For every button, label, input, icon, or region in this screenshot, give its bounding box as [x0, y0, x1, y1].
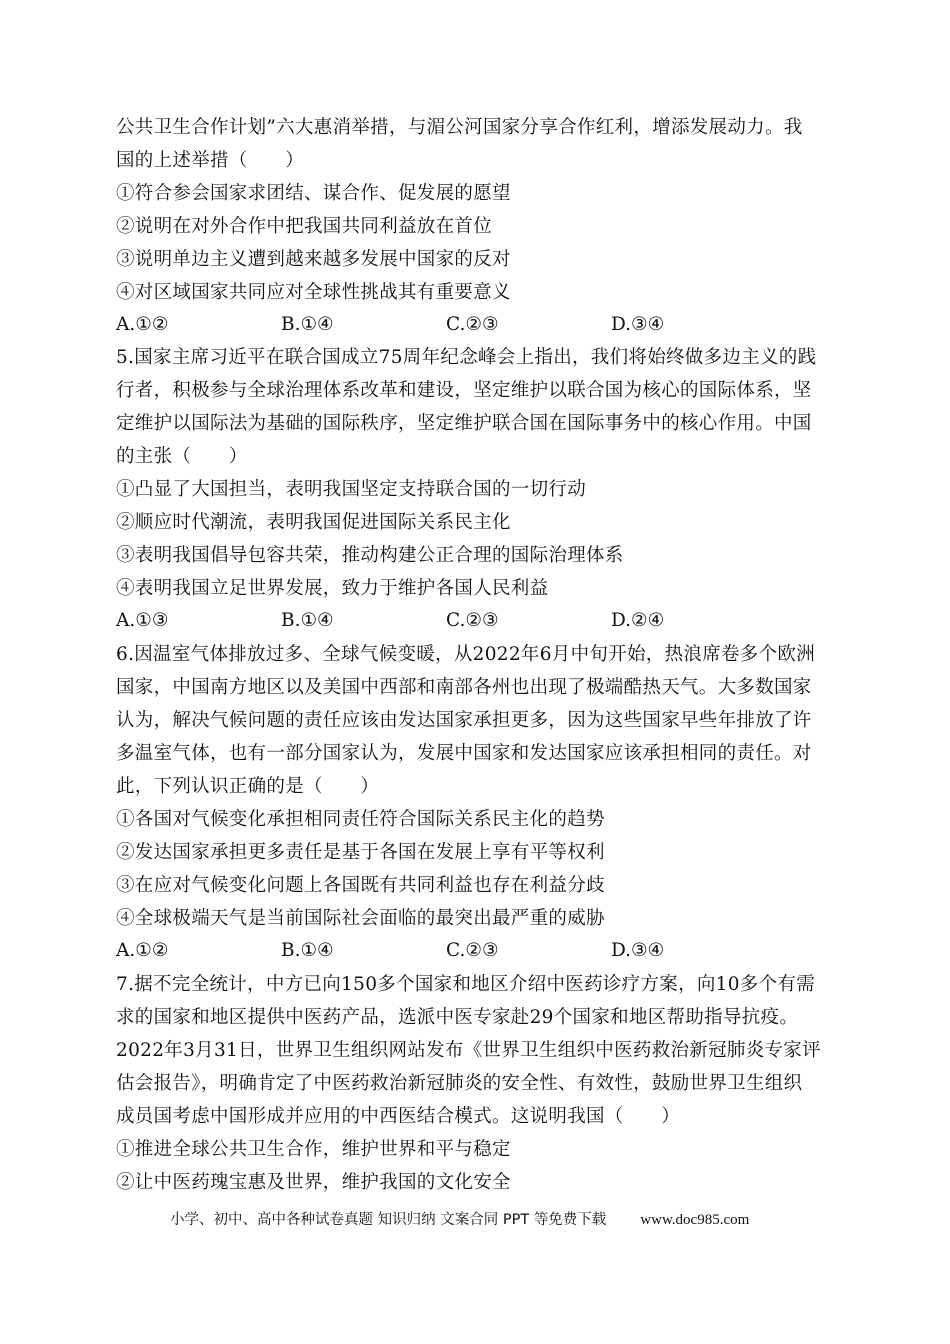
q5-option-b: B.①④ [281, 610, 334, 631]
q4-stem-line-1: 公共卫生合作计划”六大惠消举措，与湄公河国家分享合作红利，增添发展动力。我 [116, 117, 803, 138]
q6-statement-1: ①各国对气候变化承担相同责任符合国际关系民主化的趋势 [116, 809, 605, 830]
q7-statement-1: ①推进全球公共卫生合作，维护世界和平与稳定 [116, 1139, 511, 1160]
q5-stem-line-3: 定维护以国际法为基础的国际秩序，坚定维护联合国在国际事务中的核心作用。中国 [116, 413, 812, 434]
q6-option-b: B.①④ [281, 940, 334, 961]
q6-stem-line-2: 国家，中国南方地区以及美国中西部和南部各州也出现了极端酷热天气。大多数国家 [116, 677, 812, 698]
q4-stem-line-2: 国的上述举措（ ） [116, 150, 305, 171]
q6-option-a: A.①② [116, 940, 169, 961]
q5-stem-line-4: 的主张（ ） [116, 446, 248, 467]
q6-stem-line-5: 此，下列认识正确的是（ ） [116, 776, 380, 797]
q6-statement-4: ④全球极端天气是当前国际社会面临的最突出最严重的威胁 [116, 908, 605, 929]
q7-statement-2: ②让中医药瑰宝惠及世界，维护我国的文化安全 [116, 1172, 511, 1193]
footer-text: 小学、初中、高中各种试卷真题 知识归纳 文案合同 PPT 等免费下载 [170, 1212, 607, 1228]
q6-statement-2: ②发达国家承担更多责任是基于各国在发展上享有平等权利 [116, 842, 605, 863]
q4-option-a: A.①② [116, 314, 169, 335]
q4-statement-4: ④对区域国家共同应对全球性挑战其有重要意义 [116, 282, 511, 303]
q6-stem-line-1: 6.因温室气体排放过多、全球气候变暖，从2022年6月中旬开始，热浪席卷多个欧洲 [116, 644, 816, 665]
q4-option-b: B.①④ [281, 314, 334, 335]
q6-option-c: C.②③ [446, 940, 499, 961]
q6-stem-line-3: 认为，解决气候问题的责任应该由发达国家承担更多，因为这些国家早些年排放了许 [116, 710, 812, 731]
q4-option-d: D.③④ [611, 314, 665, 335]
q5-statement-3: ③表明我国倡导包容共荣，推动构建公正合理的国际治理体系 [116, 545, 624, 566]
q7-stem-line-1: 7.据不完全统计，中方已向150多个国家和地区介绍中医药诊疗方案，向10多个有需 [116, 974, 816, 995]
q4-statement-1: ①符合参会国家求团结、谋合作、促发展的愿望 [116, 183, 511, 204]
q4-statement-2: ②说明在对外合作中把我国共同利益放在首位 [116, 216, 493, 237]
q4-option-c: C.②③ [446, 314, 499, 335]
q5-stem-line-2: 行者，积极参与全球治理体系改革和建设，坚定维护以联合国为核心的国际体系，坚 [116, 380, 812, 401]
q7-stem-line-5: 成员国考虑中国形成并应用的中西医结合模式。这说明我国（ ） [116, 1106, 681, 1127]
footer-url-link[interactable]: www.doc985.com [640, 1212, 750, 1228]
q7-stem-line-4: 估会报告》，明确肯定了中医药救治新冠肺炎的安全性、有效性，鼓励世界卫生组织 [116, 1073, 803, 1094]
q5-statement-1: ①凸显了大国担当，表明我国坚定支持联合国的一切行动 [116, 479, 587, 500]
q6-option-d: D.③④ [611, 940, 665, 961]
q5-statement-4: ④表明我国立足世界发展，致力于维护各国人民利益 [116, 578, 549, 599]
q5-option-d: D.②④ [611, 610, 665, 631]
q6-statement-3: ③在应对气候变化问题上各国既有共同利益也存在利益分歧 [116, 875, 605, 896]
q7-stem-line-2: 求的国家和地区提供中医药产品，选派中医专家赴29个国家和地区帮助指导抗疫。 [116, 1007, 799, 1028]
q5-stem-line-1: 5.国家主席习近平在联合国成立75周年纪念峰会上指出，我们将始终做多边主义的践 [116, 347, 817, 368]
q5-option-a: A.①③ [116, 610, 169, 631]
q7-stem-line-3: 2022年3月31日，世界卫生组织网站发布《世界卫生组织中医药救治新冠肺炎专家评 [116, 1040, 821, 1061]
q5-statement-2: ②顺应时代潮流，表明我国促进国际关系民主化 [116, 512, 511, 533]
q5-option-c: C.②③ [446, 610, 499, 631]
q4-statement-3: ③说明单边主义遭到越来越多发展中国家的反对 [116, 249, 511, 270]
page-footer [170, 1210, 749, 1230]
q6-stem-line-4: 多温室气体，也有一部分国家认为，发展中国家和发达国家应该承担相同的责任。对 [116, 743, 812, 764]
